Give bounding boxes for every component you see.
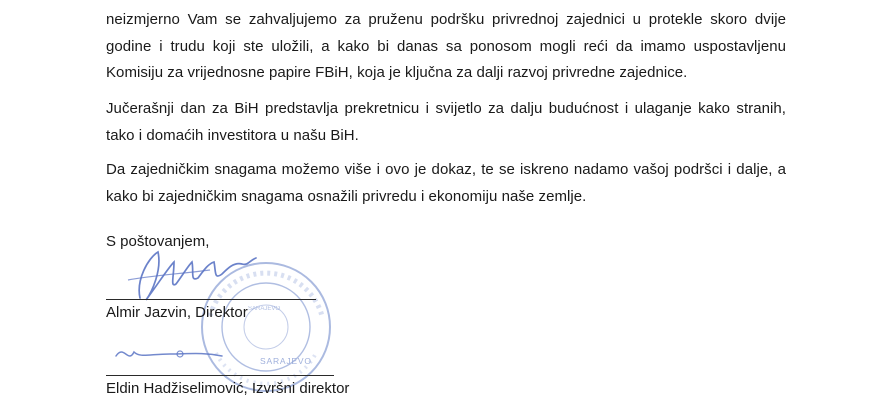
paragraph-milestone — [106, 96, 786, 149]
text-line: kako bi zajedničkim snagama osnažili privredu i ekonomiju naše zemlje. — [106, 187, 587, 205]
signature-line — [106, 299, 316, 300]
signatory-director: Almir Jazvin, Direktor — [106, 304, 248, 321]
text-line: tako i domaćih investitora u našu BiH. — [106, 126, 359, 144]
signature-director — [118, 240, 268, 308]
text-line: neizmjerno Vam se zahvaljujemo za pruženu podršku privrednoj zajednici u protekle skoro dvije — [106, 11, 786, 28]
closing-salutation: S poštovanjem, — [106, 233, 210, 250]
text-line: Jučerašnji dan za BiH predstavlja prekretnicu i svijetlo za dalju budućnost i ulaganje kako stranih, — [106, 100, 786, 117]
paragraph-support — [106, 157, 786, 210]
signatory-executive-director: Eldin Hadžiselimović, Izvršni direktor — [106, 380, 350, 397]
stamp-city-text: SARAJEVO — [260, 356, 312, 366]
text-line: godine i trudu koji ste uložili, a kako bi danas sa ponosom mogli reći da imamo uspostavljenu — [106, 37, 786, 55]
text-line: Komisiju za vrijednosne papire FBiH, koja je ključna za dalji razvoj privredne zajednice. — [106, 64, 688, 81]
signature-executive-director — [110, 338, 230, 368]
signature-line — [106, 375, 334, 376]
stamp-emblem-text: SARAJEVO — [248, 306, 281, 312]
paragraph-thanks — [106, 7, 786, 87]
text-line: Da zajedničkim snagama možemo više i ovo je dokaz, te se iskreno nadamo vašoj podršci i dalje, a — [106, 161, 786, 178]
